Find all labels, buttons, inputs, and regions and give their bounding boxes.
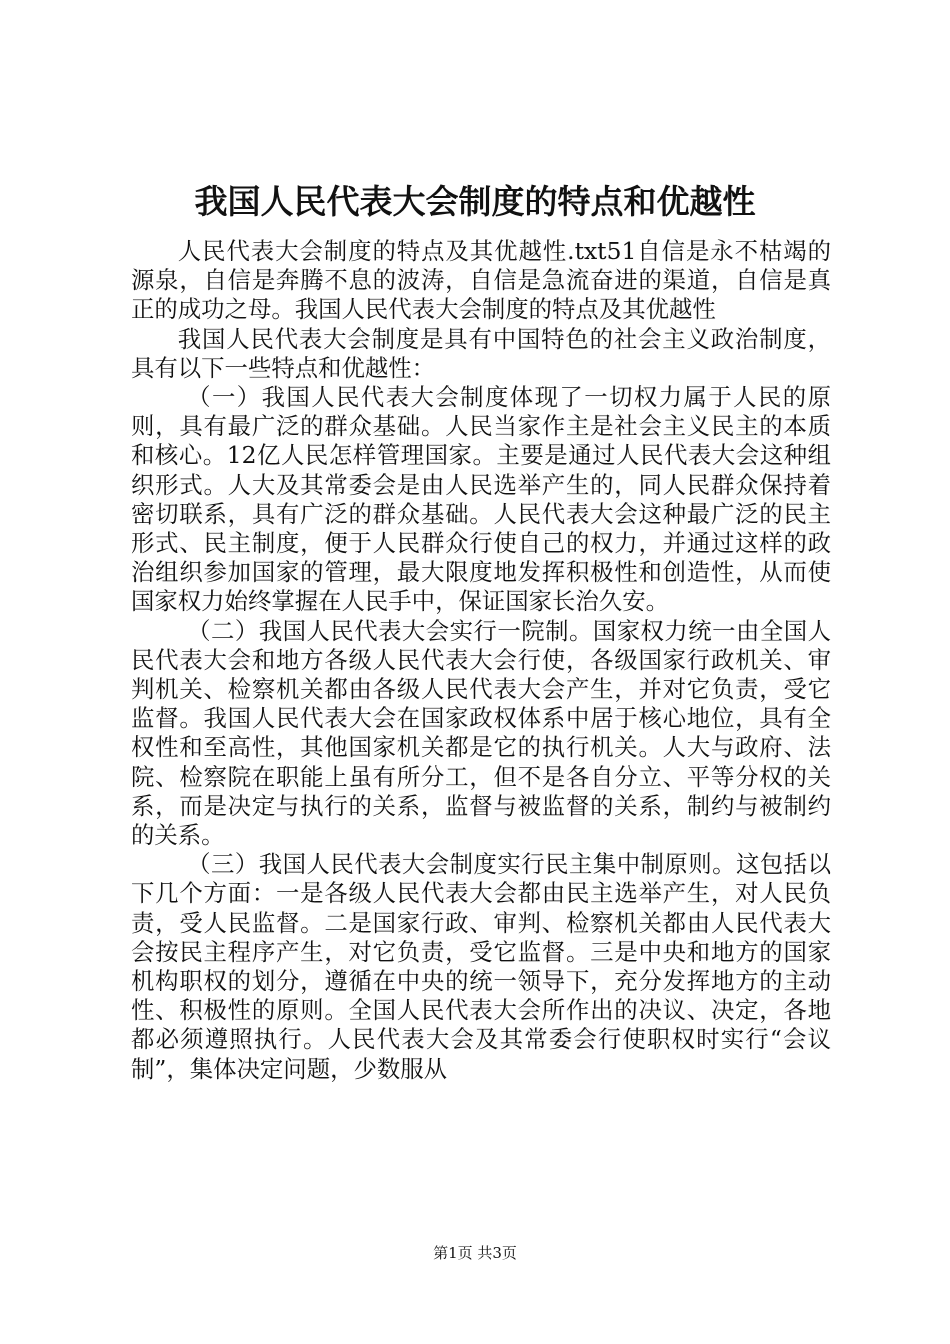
document-title: 我国人民代表大会制度的特点和优越性 — [194, 182, 756, 221]
paragraph-point-two: （二）我国人民代表大会实行一院制。国家权力统一由全国人民代表大会和地方各级人民代表大会行使，各级国家行政机关、审判机关、检察机关都由各级人民代表大会产生，并对它负责，受它监督。我国人民代表大会在国家政权体系中居于核心地位，具有全权性和至高性，其他国家机关都是它的执行机关。人大与政府、法院、检察院在职能上虽有所分工，但不是各自分立、平等分权的关系，而是决定与执行的关系，监督与被监督的关系，制约与被制约的关系。 — [131, 616, 831, 850]
paragraph-point-three: （三）我国人民代表大会制度实行民主集中制原则。这包括以下几个方面：一是各级人民代表大会都由民主选举产生，对人民负责，受人民监督。二是国家行政、审判、检察机关都由人民代表大会按民主程序产生，对它负责，受它监督。三是中央和地方的国家机构职权的划分，遵循在中央的统一领导下，充分发挥地方的主动性、积极性的原则。全国人民代表大会所作出的决议、决定，各地都必须遵照执行。人民代表大会及其常委会行使职权时实行“会议制”，集体决定问题，少数服从 — [131, 850, 831, 1083]
paragraph-point-one: （一）我国人民代表大会制度体现了一切权力属于人民的原则，具有最广泛的群众基础。人民当家作主是社会主义民主的本质和核心。12亿人民怎样管理国家。主要是通过人民代表大会这种组织形式。人大及其常委会是由人民选举产生的，同人民群众保持着密切联系，具有广泛的群众基础。人民代表大会这种最广泛的民主形式、民主制度，便于人民群众行使自己的权力，并通过这样的政治组织参加国家的管理，最大限度地发挥积极性和创造性，从而使国家权力始终掌握在人民手中，保证国家长治久安。 — [131, 383, 831, 616]
page-number-footer: 第1页 共3页 — [433, 1244, 517, 1262]
paragraph-overview: 我国人民代表大会制度是具有中国特色的社会主义政治制度，具有以下一些特点和优越性： — [131, 324, 831, 382]
paragraph-intro: 人民代表大会制度的特点及其优越性.txt51自信是永不枯竭的源泉，自信是奔腾不息的波涛，自信是急流奋进的渠道，自信是真正的成功之母。我国人民代表大会制度的特点及其优越性 — [131, 237, 831, 324]
document-body — [131, 237, 831, 1084]
